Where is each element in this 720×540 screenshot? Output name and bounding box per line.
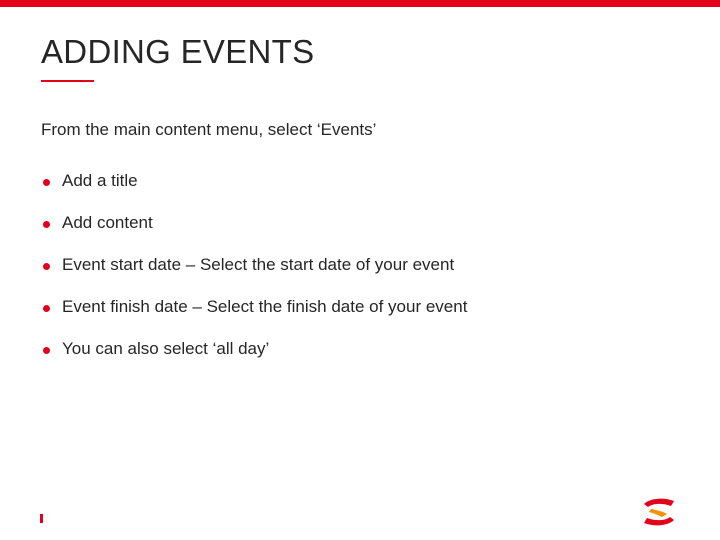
top-accent-bar xyxy=(0,0,720,7)
bullet-text: Event start date – Select the start date of your event xyxy=(62,255,455,274)
s-logo-icon xyxy=(640,495,678,529)
list-item xyxy=(41,245,467,287)
bullet-icon xyxy=(43,263,50,270)
intro-text: From the main content menu, select ‘Events’ xyxy=(41,120,377,139)
slide-title: ADDING EVENTS xyxy=(41,33,315,70)
bullet-icon xyxy=(43,347,50,354)
list-item xyxy=(41,203,467,245)
list-item xyxy=(41,287,467,329)
list-item xyxy=(41,161,467,203)
bullet-list xyxy=(41,161,467,371)
bullet-text: Add content xyxy=(62,213,153,232)
bullet-icon xyxy=(43,221,50,228)
list-item xyxy=(41,329,467,371)
bullet-icon xyxy=(43,305,50,312)
bullet-icon xyxy=(43,179,50,186)
bullet-text: Add a title xyxy=(62,171,138,190)
bullet-text: Event finish date – Select the finish date of your event xyxy=(62,297,468,316)
title-underline xyxy=(41,80,94,82)
bullet-text: You can also select ‘all day’ xyxy=(62,339,270,358)
footer-accent-mark xyxy=(40,514,43,523)
